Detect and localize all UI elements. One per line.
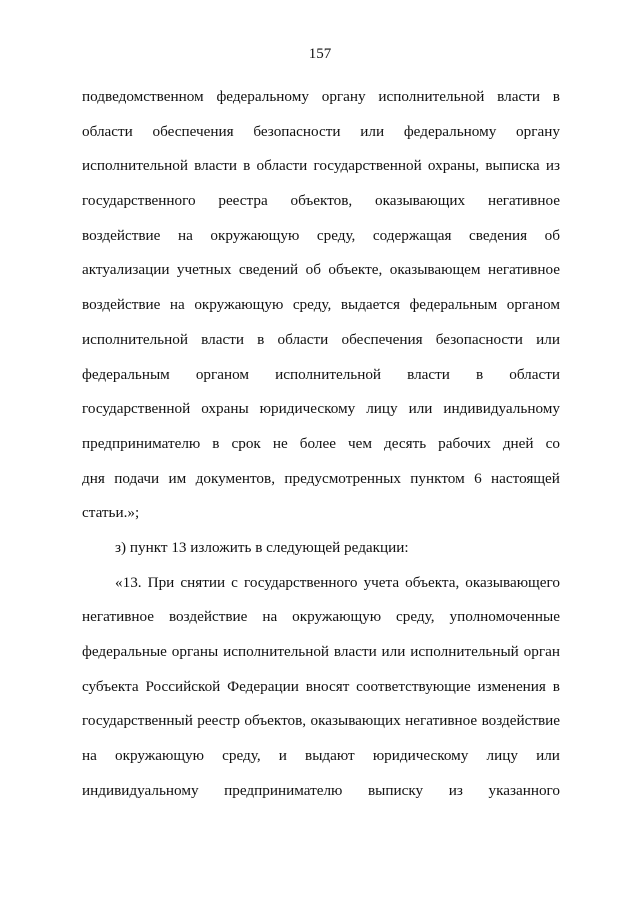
word: изменения: [477, 677, 546, 695]
word: из: [448, 781, 463, 799]
word: выписка: [485, 157, 540, 175]
word: уполномоченные: [449, 608, 560, 626]
word: среду,: [292, 296, 332, 314]
word: воздействие: [82, 226, 161, 244]
word: учетных: [176, 261, 232, 279]
word: оказывающих: [374, 192, 466, 210]
text-line: [82, 704, 560, 739]
word: органом: [195, 365, 250, 383]
text-line: з) пункт 13 изложить в следующей редакции:: [115, 538, 409, 556]
text-line: [82, 184, 560, 219]
word: негативное: [82, 608, 155, 626]
word: документов,: [195, 469, 275, 487]
word: федеральным: [82, 365, 170, 383]
word: сведения: [469, 226, 528, 244]
text-line: [82, 288, 560, 323]
word: среду,: [396, 608, 435, 626]
word: с: [231, 573, 238, 591]
word: на: [82, 747, 97, 765]
word: юридическому: [259, 400, 356, 418]
word: десять: [384, 434, 427, 452]
word: лицу: [366, 400, 398, 418]
word: соответствующие: [356, 677, 471, 695]
word: обеспечения: [341, 330, 423, 348]
word: в: [552, 88, 560, 105]
text-line: [82, 149, 560, 184]
word: содержащая: [372, 226, 452, 244]
word: выдают: [305, 747, 355, 765]
word: чем: [347, 434, 372, 452]
word: окружающую: [194, 296, 284, 314]
text-line: [82, 670, 560, 705]
word: безопасности: [253, 122, 341, 140]
word: оказывающего: [465, 573, 560, 591]
word: не: [272, 434, 288, 452]
word: области: [277, 330, 329, 348]
text-line: [82, 115, 560, 150]
word: исполнительный: [410, 643, 519, 660]
word: выдается: [340, 296, 400, 314]
word: власти: [201, 330, 244, 348]
word: пунктом: [410, 469, 465, 487]
word: негативное: [405, 712, 478, 730]
word: органы: [171, 643, 219, 660]
word: власти: [497, 88, 540, 105]
word: актуализации: [82, 261, 170, 279]
text-line: [82, 774, 560, 809]
word: федеральному: [403, 122, 497, 140]
word: исполнительной: [378, 88, 485, 105]
text-line: [82, 253, 560, 288]
word: Федерации: [227, 677, 299, 695]
word: исполнительной: [82, 157, 188, 175]
word: органу: [516, 122, 560, 140]
word: окружающую: [115, 747, 204, 765]
word: индивидуальному: [443, 400, 560, 418]
word: предпринимателю: [82, 434, 201, 452]
word: об: [305, 261, 321, 279]
word: среду,: [222, 747, 261, 765]
word: или: [536, 747, 560, 765]
word: орган: [523, 643, 560, 660]
word: охраны: [201, 400, 249, 418]
word: рабочих: [438, 434, 491, 452]
word: подведомственном: [82, 88, 204, 105]
word: При: [147, 573, 175, 591]
word: дня: [82, 469, 105, 487]
word: предпринимателю: [224, 781, 343, 799]
text-line: статьи.»;: [82, 504, 140, 522]
word: и: [278, 747, 287, 765]
word: оказывающих: [310, 712, 401, 730]
word: на: [262, 608, 278, 626]
word: исполнительной: [275, 365, 382, 383]
word: негативное: [487, 261, 560, 279]
word: из: [545, 157, 560, 175]
word: на: [169, 296, 185, 314]
word: области: [82, 122, 133, 140]
word: обеспечения: [152, 122, 234, 140]
word: 6: [474, 469, 482, 487]
word: области: [256, 157, 308, 175]
word: окружающую: [210, 226, 300, 244]
word: реестра: [218, 192, 268, 210]
word: государственной: [82, 400, 191, 418]
text-line: [82, 219, 560, 254]
word: власти: [407, 365, 450, 383]
word: или: [536, 330, 560, 348]
word: воздействие: [481, 712, 560, 730]
word: юридическому: [372, 747, 469, 765]
word: или: [408, 400, 433, 418]
word: объектов,: [290, 192, 353, 210]
word: власти: [194, 157, 237, 175]
word: окружающую: [292, 608, 382, 626]
text-line: [82, 358, 560, 393]
text-line: [82, 635, 560, 670]
word: в: [243, 157, 251, 175]
word: реестр: [197, 712, 240, 730]
word: или: [381, 643, 406, 660]
word: в: [257, 330, 265, 348]
word: среду,: [316, 226, 356, 244]
word: исполнительной: [82, 330, 188, 348]
word: оказывающем: [389, 261, 481, 279]
word: власти: [333, 643, 377, 660]
word: им: [168, 469, 187, 487]
word: настоящей: [491, 469, 560, 487]
text-line: [82, 600, 560, 635]
word: вносят: [305, 677, 350, 695]
text-line: [82, 462, 560, 497]
word: воздействие: [168, 608, 248, 626]
word: безопасности: [435, 330, 523, 348]
word: воздействие: [82, 296, 161, 314]
word: объектов,: [244, 712, 307, 730]
word: федеральному: [216, 88, 309, 105]
text-line: [82, 739, 560, 774]
word: в: [212, 434, 220, 452]
word: Российской: [145, 677, 221, 695]
word: предусмотренных: [284, 469, 401, 487]
word: подачи: [114, 469, 160, 487]
word: сведений: [238, 261, 299, 279]
word: объекта,: [405, 573, 460, 591]
word: более: [299, 434, 336, 452]
word: объекте,: [328, 261, 383, 279]
word: лицу: [486, 747, 518, 765]
word: дней: [502, 434, 534, 452]
text-line: [82, 323, 560, 358]
word: на: [177, 226, 193, 244]
word: органу: [321, 88, 366, 105]
word: указанного: [488, 781, 560, 799]
page-number: 157: [308, 46, 332, 62]
word: об: [544, 226, 560, 244]
text-line: [82, 427, 560, 462]
word: государственный: [82, 712, 193, 730]
word: охраны,: [427, 157, 480, 175]
word: срок: [231, 434, 261, 452]
word: индивидуальному: [82, 781, 199, 799]
text-line: [82, 566, 560, 601]
word: снятии: [180, 573, 226, 591]
word: со: [545, 434, 560, 452]
word: государственного: [243, 573, 358, 591]
word: исполнительной: [223, 643, 330, 660]
word: государственной: [313, 157, 422, 175]
word: органом: [506, 296, 560, 314]
word: выписку: [368, 781, 424, 799]
word: в: [552, 677, 560, 695]
word: федеральные: [82, 643, 167, 660]
word: области: [509, 365, 560, 383]
word: «13.: [115, 573, 142, 591]
document-body: [82, 80, 560, 808]
word: или: [360, 122, 385, 140]
word: негативное: [487, 192, 560, 210]
text-line: [82, 80, 560, 115]
word: субъекта: [82, 677, 139, 695]
word: в: [475, 365, 484, 383]
word: учета: [363, 573, 400, 591]
word: федеральным: [409, 296, 498, 314]
text-line: [82, 392, 560, 427]
word: государственного: [82, 192, 196, 210]
